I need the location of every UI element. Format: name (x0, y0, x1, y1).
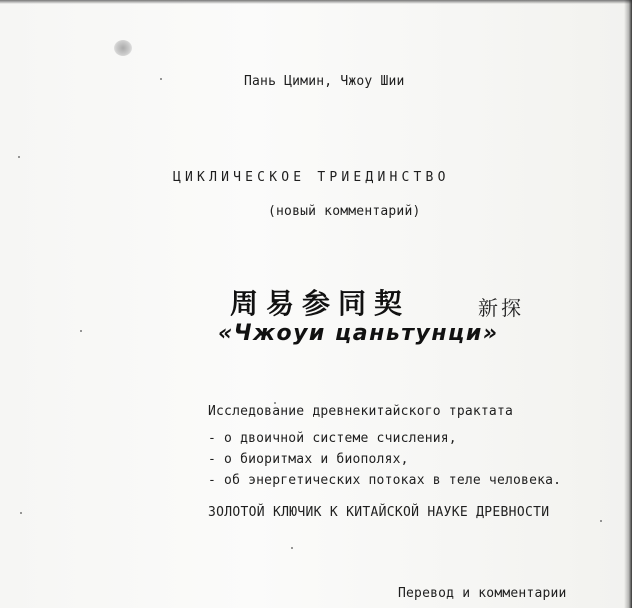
bullet-item: - об энергетических потоках в теле человека. (208, 473, 562, 488)
translation-line: Перевод и комментарии (398, 586, 567, 601)
speck (160, 78, 162, 80)
chinese-suffix: 新探 (478, 296, 524, 320)
intro-line: Исследование древнекитайского трактата (208, 404, 514, 419)
chinese-title: 周易参同契 (230, 287, 411, 320)
speck (20, 512, 22, 514)
speck (18, 156, 20, 158)
speck (600, 520, 602, 522)
authors-line: Пань Цимин, Чжоу Шии (244, 74, 405, 89)
speck (291, 547, 293, 549)
document-title: ЦИКЛИЧЕСКОЕ ТРИЕДИНСТВО (173, 170, 450, 185)
document-subtitle: (новый комментарий) (268, 204, 421, 219)
page-top-shadow (0, 0, 632, 4)
bullet-item: - о двоичной системе счисления, (208, 431, 457, 446)
handwritten-transliteration: «Чжоуи цаньтунци» (218, 321, 499, 346)
ink-smudge (114, 40, 132, 56)
page-right-shadow (624, 0, 632, 608)
bullet-item: - о биоритмах и биополях, (208, 452, 409, 467)
speck (80, 330, 82, 332)
key-line: ЗОЛОТОЙ КЛЮЧИК К КИТАЙСКОЙ НАУКЕ ДРЕВНОСТИ (208, 505, 550, 520)
